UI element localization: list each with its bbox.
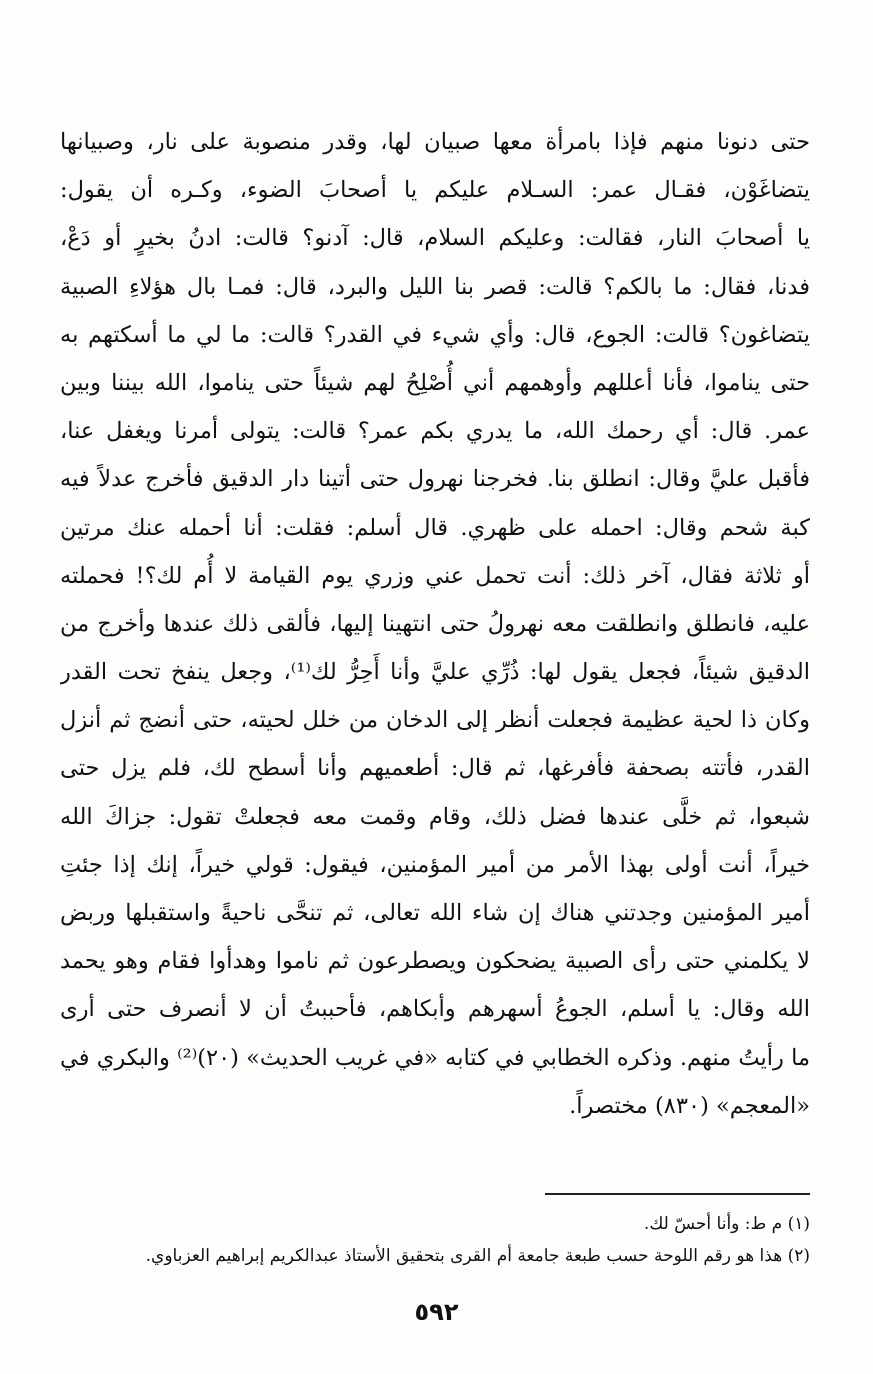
text-line: عليه، فانطلق وانطلقت معه نهرولُ حتى انتهينا إليها، فألقى ذلك عندها وأخرج من [60,610,810,637]
footnote-2: (٢) هذا هو رقم اللوحة حسب طبعة جامعة أم القرى بتحقيق الأستاذ عبدالكريم إبراهيم العزباوي. [145,1246,810,1266]
text-line: ما رأيتُ منهم. وذكره الخطابي في كتابه «في غريب الحديث» (٢٠)⁽²⁾ والبكري في [60,1044,810,1071]
text-line: القدر، فأتته بصحفة فأفرغها، ثم قال: أطعميهم وأنا أسطح لك، فلم يزل حتى [60,755,810,782]
footnote-1: (١) م ط: وأنا أحسّ لك. [643,1214,810,1234]
text-line: حتى يناموا، فأنا أعللهم وأوهمهم أني أُصْلِحُ لهم شيئاً حتى يناموا، الله بيننا وبين [60,369,810,396]
text-line: حتى دنونا منهم فإذا بامرأة معها صبيان لها، وقدر منصوبة على نار، وصبيانها [60,129,810,155]
text-line: يتضاغون؟ قالت: الجوع، قال: وأي شيء في القدر؟ قالت: ما لي ما أسكتهم به [60,321,810,348]
text-line: فأقبل عليَّ وقال: انطلق بنا. فخرجنا نهرول حتى أتينا دار الدقيق فأخرج عدلاً فيه [60,466,810,493]
text-line: الله وقال: يا أسلم، الجوعُ أسهرهم وأبكاهم، فأحببتُ أن لا أنصرف حتى أرى [60,996,810,1023]
text-line: كبة شحم وقال: احمله على ظهري. قال أسلم: فقلت: أنا أحمله عنك مرتين [60,514,810,541]
text-line: يتضاغَوْن، فقـال عمر: السـلام عليكم يا أصحابَ الضوء، وكـره أن يقول: [60,177,810,204]
text-line: عمر. قال: أي رحمك الله، ما يدري بكم عمر؟ قالت: يتولى أمرنا ويغفل عنا، [60,418,810,445]
text-line: أمير المؤمنين وجدتني هناك إن شاء الله تعالى، ثم تنحَّى ناحيةً واستقبلها وربض [60,900,810,926]
page-number: ٥٩٢ [414,1298,459,1326]
text-line: الدقيق شيئاً، فجعل يقول لها: ذُرِّي عليَّ وأنا أَحِرُّ لك⁽¹⁾، وجعل ينفخ تحت القدر [60,659,810,686]
text-line: شبعوا، ثم خلَّى عندها فضل ذلك، وقام وقمت معه فجعلتْ تقول: جزاكَ الله [60,803,810,830]
text-line: خيراً، أنت أولى بهذا الأمر من أمير المؤمنين، فيقول: قولي خيراً، إنك إذا جئتِ [60,851,810,878]
footnotes-block [60,1208,810,1272]
main-text-block [60,118,810,1130]
text-line-last: «المعجم» (٨٣٠) مختصراً. [569,1092,810,1119]
text-line: لا يكلمني حتى رأى الصبية يضحكون ويصطرعون ثم ناموا وهدأوا فقام وهو يحمد [60,948,810,975]
text-line: يا أصحابَ النار، فقالت: وعليكم السلام، قال: آدنو؟ قالت: ادنُ بخيرٍ أو دَعْ، [60,225,810,252]
footnote-divider [545,1193,810,1195]
text-line: فدنا، فقال: ما بالكم؟ قالت: قصر بنا الليل والبرد، قال: فمـا بال هؤلاءِ الصبية [60,273,810,300]
text-line: وكان ذا لحية عظيمة فجعلت أنظر إلى الدخان من خلل لحيته، حتى أنضج ثم أنزل [60,707,810,734]
text-line: أو ثلاثة فقال، آخر ذلك: أنت تحمل عني وزري يوم القيامة لا أُم لك؟! فحملته [60,562,810,589]
